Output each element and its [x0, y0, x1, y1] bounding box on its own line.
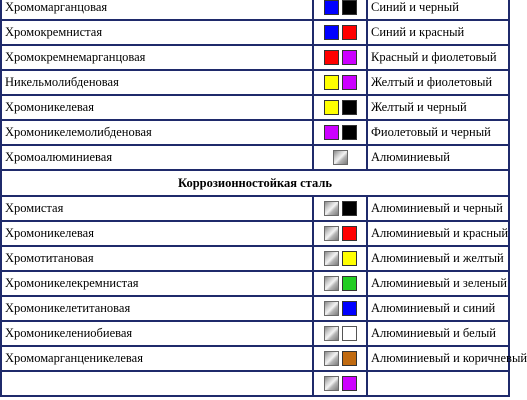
yellow-swatch [324, 100, 339, 115]
color-swatch-cell [313, 95, 367, 120]
color-description-cell: Алюминиевый и белый [367, 321, 509, 346]
violet-swatch [342, 376, 357, 391]
color-swatch-cell [313, 196, 367, 221]
section-title: Коррозионностойкая сталь [1, 170, 509, 196]
red-swatch [342, 25, 357, 40]
black-swatch [342, 201, 357, 216]
color-swatches [324, 226, 357, 241]
color-swatch-cell [313, 120, 367, 145]
table-row [1, 95, 509, 120]
table-row [1, 196, 509, 221]
table-row [1, 145, 509, 170]
violet-swatch [342, 50, 357, 65]
aluminium-swatch [324, 201, 339, 216]
green-swatch [342, 276, 357, 291]
steel-name-cell: Хромистая [1, 196, 313, 221]
table-row [1, 70, 509, 95]
table-top-group [1, 0, 527, 396]
black-swatch [342, 125, 357, 140]
color-swatches [324, 0, 357, 15]
table-row [1, 0, 509, 20]
table-row [1, 221, 509, 246]
table-row [1, 271, 509, 296]
steel-name-cell: Хромоникелемолибденовая [1, 120, 313, 145]
color-description-cell [367, 371, 509, 396]
steel-name-cell: Хромоникелетитановая [1, 296, 313, 321]
violet-swatch [324, 125, 339, 140]
steel-name-cell: Никельмолибденовая [1, 70, 313, 95]
color-description-cell: Алюминиевый и зеленый [367, 271, 509, 296]
black-swatch [342, 0, 357, 15]
color-swatches [324, 351, 357, 366]
color-description-cell: Красный и фиолетовый [367, 45, 509, 70]
table-row [1, 246, 509, 271]
color-swatches [324, 125, 357, 140]
color-swatches [324, 25, 357, 40]
steel-name-cell: Хромокремнистая [1, 20, 313, 45]
table-row [1, 20, 509, 45]
steel-name-cell: Хромоалюминиевая [1, 145, 313, 170]
color-swatches [324, 326, 357, 341]
aluminium-swatch [324, 276, 339, 291]
blue-swatch [324, 25, 339, 40]
color-swatch-cell [313, 20, 367, 45]
section-header-row [1, 170, 509, 196]
color-swatch-cell [313, 371, 367, 396]
color-swatch-cell [313, 321, 367, 346]
yellow-swatch [324, 75, 339, 90]
steel-name-cell: Хромомарганценикелевая [1, 346, 313, 371]
steel-name-cell [1, 371, 313, 396]
color-swatches [324, 301, 357, 316]
color-swatches [324, 50, 357, 65]
color-swatches [324, 100, 357, 115]
red-swatch [324, 50, 339, 65]
violet-swatch [342, 75, 357, 90]
steel-name-cell: Хромоникелевая [1, 221, 313, 246]
color-swatches [324, 251, 357, 266]
color-description-cell: Желтый и фиолетовый [367, 70, 509, 95]
aluminium-swatch [333, 150, 348, 165]
color-swatches [324, 276, 357, 291]
color-description-cell: Желтый и черный [367, 95, 509, 120]
color-swatch-cell [313, 246, 367, 271]
table-row [1, 371, 509, 396]
yellow-swatch [342, 251, 357, 266]
brown-swatch [342, 351, 357, 366]
color-description-cell: Синий и красный [367, 20, 509, 45]
steel-name-cell: Хромоникелекремнистая [1, 271, 313, 296]
color-description-cell: Фиолетовый и черный [367, 120, 509, 145]
color-description-cell: Алюминиевый и красный [367, 221, 509, 246]
color-swatch-cell [313, 346, 367, 371]
color-swatch-cell [313, 296, 367, 321]
steel-name-cell: Хромоникелениобиевая [1, 321, 313, 346]
table-row [1, 45, 509, 70]
color-description-cell: Алюминиевый и черный [367, 196, 509, 221]
white-swatch [342, 326, 357, 341]
steel-name-cell: Хромотитановая [1, 246, 313, 271]
color-swatch-cell [313, 145, 367, 170]
aluminium-swatch [324, 326, 339, 341]
color-swatch-cell [313, 221, 367, 246]
color-swatch-cell [313, 271, 367, 296]
aluminium-swatch [324, 351, 339, 366]
color-description-cell: Алюминиевый и коричневый [367, 346, 509, 371]
blue-swatch [342, 301, 357, 316]
red-swatch [342, 226, 357, 241]
table-row [1, 120, 509, 145]
color-description-cell: Алюминиевый и синий [367, 296, 509, 321]
aluminium-swatch [324, 376, 339, 391]
aluminium-swatch [324, 226, 339, 241]
color-swatches [333, 150, 348, 165]
steel-name-cell: Хромомарганцовая [1, 0, 313, 20]
color-swatch-cell [313, 45, 367, 70]
table-row [1, 321, 509, 346]
color-swatch-cell [313, 0, 367, 20]
color-swatch-cell [313, 70, 367, 95]
black-swatch [342, 100, 357, 115]
aluminium-swatch [324, 301, 339, 316]
blue-swatch [324, 0, 339, 15]
color-swatches [324, 75, 357, 90]
color-swatches [324, 201, 357, 216]
steel-name-cell: Хромокремнемарганцовая [1, 45, 313, 70]
color-description-cell: Синий и черный [367, 0, 509, 20]
table-row [1, 346, 509, 371]
aluminium-swatch [324, 251, 339, 266]
steel-name-cell: Хромоникелевая [1, 95, 313, 120]
color-swatches [324, 376, 357, 391]
table-row [1, 296, 509, 321]
color-description-cell: Алюминиевый [367, 145, 509, 170]
color-description-cell: Алюминиевый и желтый [367, 246, 509, 271]
